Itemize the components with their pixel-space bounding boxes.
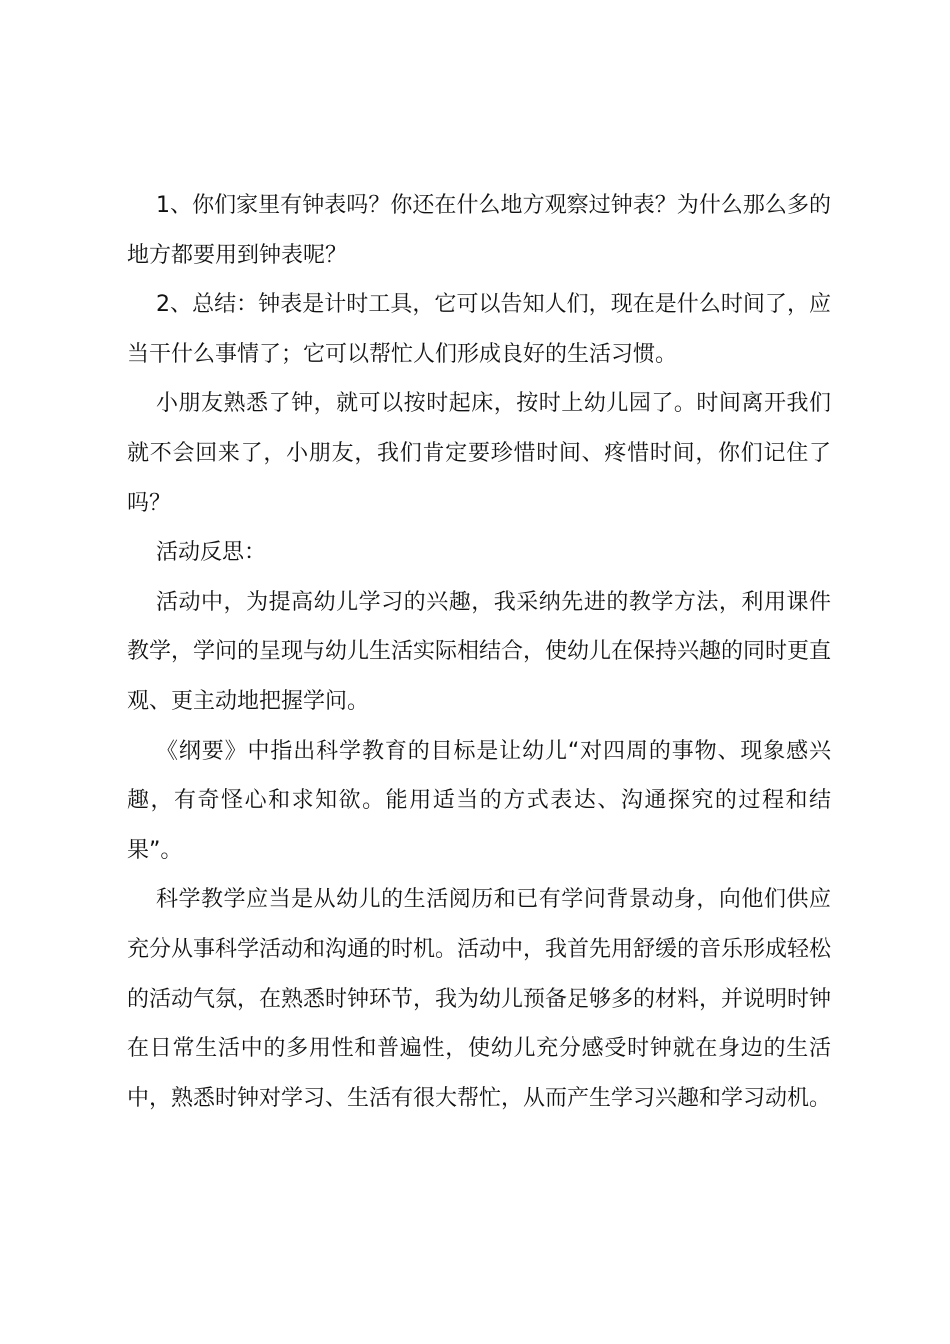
paragraph-science-teaching: 科学教学应当是从幼儿的生活阅历和已有学问背景动身，向他们供应充分从事科学活动和沟通的时机。活动中，我首先用舒缓的音乐形成轻松的活动气氛，在熟悉时钟环节，我为幼儿预备足够多的材料，并说明时钟在日常生活中的多用性和普遍性，使幼儿充分感受时钟就在身边的生活中，熟悉时钟对学习、生活有很大帮忙，从而产生学习兴趣和学习动机。 bbox=[127, 887, 832, 1111]
document-body bbox=[127, 181, 831, 1123]
paragraph-cherish-time: 小朋友熟悉了钟，就可以按时起床，按时上幼儿园了。时间离开我们就不会回来了，小朋友，我们肯定要珍惜时间、疼惜时间，你们记住了吗？ bbox=[127, 391, 831, 516]
paragraph-reflection-method: 活动中，为提高幼儿学习的兴趣，我采纳先进的教学方法，利用课件教学，学问的呈现与幼儿生活实际相结合，使幼儿在保持兴趣的同时更直观、更主动地把握学问。 bbox=[127, 589, 832, 714]
section-heading-reflection: 活动反思： bbox=[156, 540, 267, 566]
paragraph-summary: 2、总结：钟表是计时工具，它可以告知人们，现在是什么时间了，应当干什么事情了；它可以帮忙人们形成良好的生活习惯。 bbox=[127, 292, 831, 367]
paragraph-question: 1、你们家里有钟表吗？你还在什么地方观察过钟表？为什么那么多的地方都要用到钟表呢？ bbox=[127, 193, 831, 268]
paragraph-outline-goal: 《纲要》中指出科学教育的目标是让幼儿“对四周的事物、现象感兴趣，有奇怪心和求知欲。能用适当的方式表达、沟通探究的过程和结果”。 bbox=[127, 738, 831, 863]
